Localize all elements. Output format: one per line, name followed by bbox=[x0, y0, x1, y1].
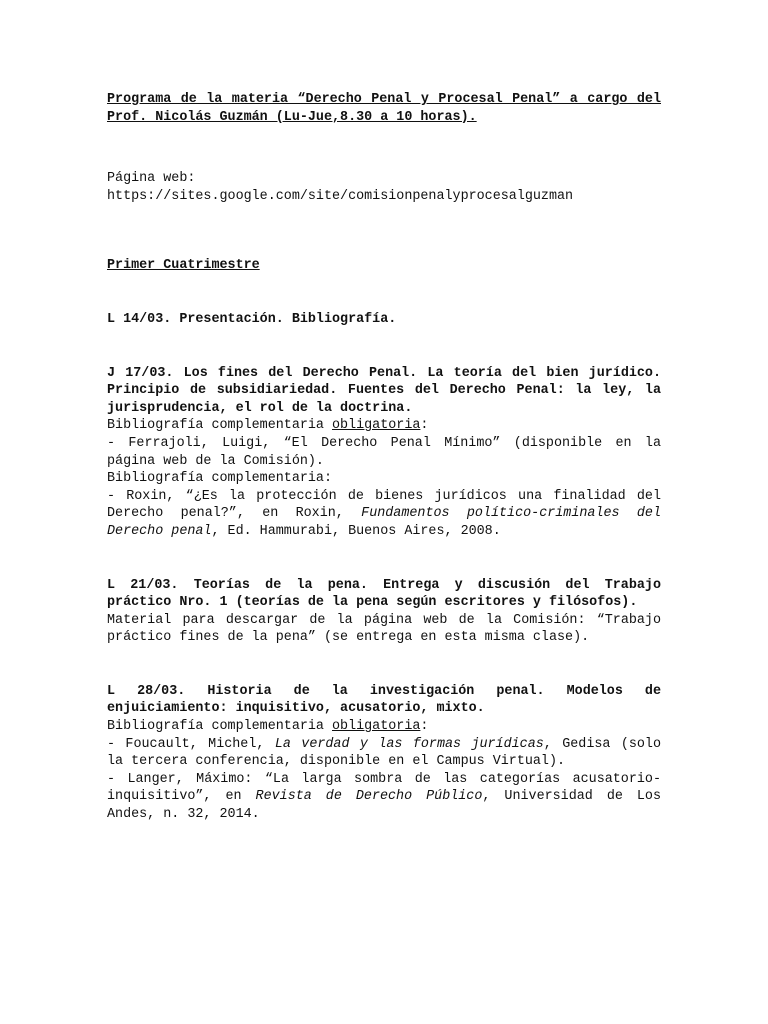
biblio-item-ferrajoli: - Ferrajoli, Luigi, “El Derecho Penal Mínimo” (disponible en la página web de la Comisión). bbox=[107, 435, 661, 469]
material-text: Material para descargar de la página web de la Comisión: “Trabajo práctico fines de la pena” (se entrega en esta misma clase). bbox=[107, 612, 661, 646]
biblio-required-line bbox=[107, 718, 661, 736]
biblio-required-line bbox=[107, 417, 661, 435]
biblio-item-foucault bbox=[107, 736, 661, 771]
entry-header-1703: J 17/03. Los fines del Derecho Penal. La teoría del bien jurídico. Principio de subsidiariedad. Fuentes del Derecho Penal: la ley, la jurisprudencia, el rol de la doctrina. bbox=[107, 365, 661, 416]
roxin-text: - Roxin, “¿Es la protección de bienes jurídicos una finalidad del Derecho penal?”, en Roxin, bbox=[107, 488, 661, 522]
web-label: Página web: bbox=[107, 171, 196, 187]
foucault-book-title: La verdad y las formas jurídicas bbox=[274, 736, 544, 752]
biblio-required-word: obligatoria bbox=[332, 719, 421, 735]
entry-2103 bbox=[107, 577, 661, 647]
entry-2803 bbox=[107, 683, 661, 824]
biblio-item-roxin bbox=[107, 488, 661, 541]
langer-text: - Langer, Máximo: “La larga sombra de las categorías acusatorio-inquisitivo”, en bbox=[107, 771, 661, 805]
document-page bbox=[107, 91, 661, 824]
biblio-label-complementary: Bibliografía complementaria: bbox=[107, 471, 332, 487]
colon: : bbox=[420, 719, 429, 735]
roxin-book-title: Fundamentos político-criminales del Derecho penal bbox=[107, 506, 661, 539]
biblio-required-word: obligatoria bbox=[332, 418, 421, 434]
entry-header-2803: L 28/03. Historia de la investigación penal. Modelos de enjuiciamiento: inquisitivo, acusatorio, mixto. bbox=[107, 683, 661, 717]
foucault-text: - Foucault, Michel, bbox=[107, 736, 275, 752]
biblio-item-langer bbox=[107, 771, 661, 824]
langer-journal-title: Revista de Derecho Público bbox=[255, 789, 483, 805]
biblio-label: Bibliografía complementaria bbox=[107, 418, 332, 434]
section-heading: Primer Cuatrimestre bbox=[107, 258, 260, 274]
entry-header-1403: L 14/03. Presentación. Bibliografía. bbox=[107, 311, 397, 327]
entry-header-2103: L 21/03. Teorías de la pena. Entrega y discusión del Trabajo práctico Nro. 1 (teorías de la pena según escritores y filósofos). bbox=[107, 577, 661, 611]
foucault-publisher: , Gedisa (solo la tercera conferencia, disponible en el Campus Virtual). bbox=[107, 736, 662, 770]
colon: : bbox=[420, 418, 429, 434]
document-title: Programa de la materia “Derecho Penal y Procesal Penal” a cargo del Prof. Nicolás Guzmán (Lu-Jue,8.30 a 10 horas). bbox=[107, 92, 661, 125]
biblio-label: Bibliografía complementaria bbox=[107, 719, 332, 735]
roxin-publisher: , Ed. Hammurabi, Buenos Aires, 2008. bbox=[211, 523, 501, 539]
langer-publisher: , Universidad de Los Andes, n. 32, 2014. bbox=[107, 789, 662, 823]
web-url: https://sites.google.com/site/comisionpenalyprocesalguzman bbox=[107, 188, 574, 204]
entry-1703 bbox=[107, 365, 661, 541]
